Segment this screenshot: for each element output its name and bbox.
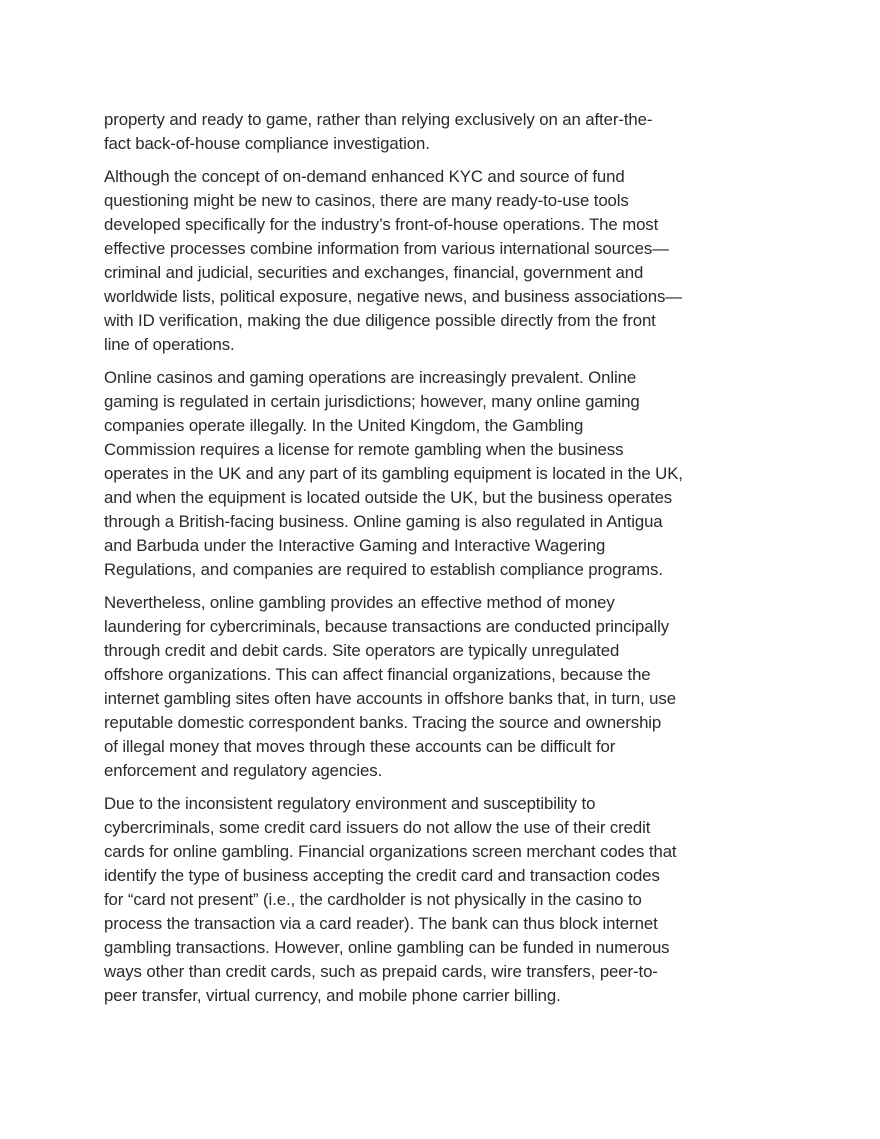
text-line: and Barbuda under the Interactive Gaming and Interactive Wagering bbox=[104, 536, 606, 555]
text-line: ways other than credit cards, such as prepaid cards, wire transfers, peer-to- bbox=[104, 962, 658, 981]
text-line: peer transfer, virtual currency, and mobile phone carrier billing. bbox=[104, 986, 561, 1005]
text-line: Although the concept of on-demand enhanced KYC and source of fund bbox=[104, 167, 625, 186]
text-line: reputable domestic correspondent banks. Tracing the source and ownership bbox=[104, 713, 662, 732]
text-line: internet gambling sites often have accounts in offshore banks that, in turn, use bbox=[104, 689, 676, 708]
paragraph bbox=[104, 366, 784, 582]
text-line: developed specifically for the industry’s front-of-house operations. The most bbox=[104, 215, 659, 234]
text-line: criminal and judicial, securities and exchanges, financial, government and bbox=[104, 263, 644, 282]
text-line: line of operations. bbox=[104, 335, 235, 354]
text-line: effective processes combine information from various international sources— bbox=[104, 239, 669, 258]
text-line: Nevertheless, online gambling provides an effective method of money bbox=[104, 593, 615, 612]
paragraph bbox=[104, 591, 784, 783]
text-line: gambling transactions. However, online gambling can be funded in numerous bbox=[104, 938, 670, 957]
text-line: companies operate illegally. In the United Kingdom, the Gambling bbox=[104, 416, 584, 435]
document-page bbox=[104, 108, 784, 1017]
text-line: fact back-of-house compliance investigation. bbox=[104, 134, 430, 153]
text-line: enforcement and regulatory agencies. bbox=[104, 761, 383, 780]
text-line: Online casinos and gaming operations are increasingly prevalent. Online bbox=[104, 368, 637, 387]
text-line: property and ready to game, rather than relying exclusively on an after-the- bbox=[104, 110, 653, 129]
text-line: cybercriminals, some credit card issuers do not allow the use of their credit bbox=[104, 818, 651, 837]
text-line: questioning might be new to casinos, there are many ready-to-use tools bbox=[104, 191, 629, 210]
text-line: and when the equipment is located outside the UK, but the business operates bbox=[104, 488, 673, 507]
text-line: operates in the UK and any part of its gambling equipment is located in the UK, bbox=[104, 464, 683, 483]
text-line: for “card not present” (i.e., the cardholder is not physically in the casino to bbox=[104, 890, 642, 909]
text-line: worldwide lists, political exposure, negative news, and business associations— bbox=[104, 287, 682, 306]
text-line: Due to the inconsistent regulatory environment and susceptibility to bbox=[104, 794, 596, 813]
text-line: Commission requires a license for remote gambling when the business bbox=[104, 440, 624, 459]
text-line: laundering for cybercriminals, because transactions are conducted principally bbox=[104, 617, 670, 636]
text-line: offshore organizations. This can affect financial organizations, because the bbox=[104, 665, 651, 684]
paragraph bbox=[104, 165, 784, 357]
text-line: Regulations, and companies are required to establish compliance programs. bbox=[104, 560, 663, 579]
text-line: through a British-facing business. Online gaming is also regulated in Antigua bbox=[104, 512, 663, 531]
text-line: process the transaction via a card reader). The bank can thus block internet bbox=[104, 914, 658, 933]
text-line: through credit and debit cards. Site operators are typically unregulated bbox=[104, 641, 620, 660]
text-line: identify the type of business accepting the credit card and transaction codes bbox=[104, 866, 660, 885]
paragraph bbox=[104, 108, 784, 156]
paragraph bbox=[104, 792, 784, 1008]
text-line: cards for online gambling. Financial organizations screen merchant codes that bbox=[104, 842, 677, 861]
text-line: gaming is regulated in certain jurisdictions; however, many online gaming bbox=[104, 392, 640, 411]
text-line: with ID verification, making the due diligence possible directly from the front bbox=[104, 311, 656, 330]
text-line: of illegal money that moves through these accounts can be difficult for bbox=[104, 737, 616, 756]
